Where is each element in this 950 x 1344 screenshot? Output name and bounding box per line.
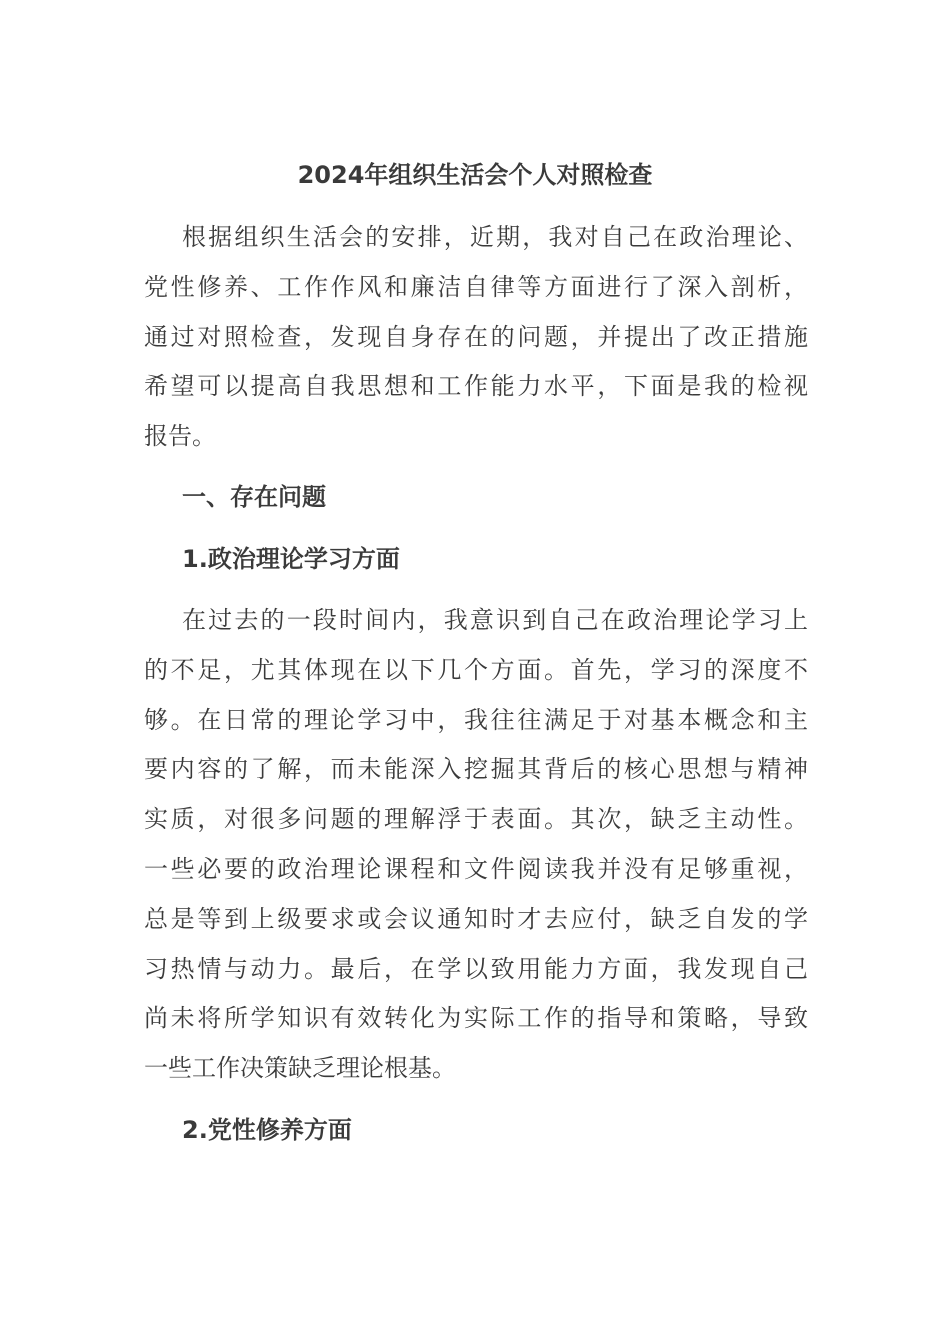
subsection-heading-party-spirit: 2.党性修养方面 [182, 1116, 352, 1144]
intro-paragraph [144, 213, 808, 462]
paragraph-line: 希望可以提高自我思想和工作能力水平，下面是我的检视 [144, 372, 808, 401]
paragraph-line: 根据组织生活会的安排，近期，我对自己在政治理论、 [182, 223, 808, 251]
paragraph-line: 通过对照检查，发现自身存在的问题，并提出了改正措施 [144, 322, 808, 351]
paragraph-line: 尚未将所学知识有效转化为实际工作的指导和策略，导致 [144, 1004, 808, 1033]
political-theory-paragraph [144, 596, 808, 1094]
paragraph-line: 要内容的了解，而未能深入挖掘其背后的核心思想与精神 [144, 755, 808, 784]
paragraph-line: 总是等到上级要求或会议通知时才去应付，缺乏自发的学 [144, 904, 808, 933]
paragraph-line: 够。在日常的理论学习中，我往往满足于对基本概念和主 [144, 705, 808, 734]
paragraph-line: 党性修养、工作作风和廉洁自律等方面进行了深入剖析， [144, 272, 808, 301]
paragraph-line: 报告。 [144, 422, 216, 451]
subsection-heading-political-theory: 1.政治理论学习方面 [182, 545, 400, 573]
paragraph-line: 实质，对很多问题的理解浮于表面。其次，缺乏主动性。 [144, 805, 808, 834]
paragraph-line: 习热情与动力。最后，在学以致用能力方面，我发现自己 [144, 954, 808, 983]
paragraph-line: 一些工作决策缺乏理论根基。 [144, 1054, 456, 1083]
paragraph-line: 一些必要的政治理论课程和文件阅读我并没有足够重视， [144, 854, 808, 883]
paragraph-line: 的不足，尤其体现在以下几个方面。首先，学习的深度不 [144, 655, 808, 684]
document-title: 2024年组织生活会个人对照检查 [297, 161, 653, 189]
paragraph-line: 在过去的一段时间内，我意识到自己在政治理论学习上 [182, 606, 808, 634]
section-heading-problems: 一、存在问题 [182, 483, 326, 511]
